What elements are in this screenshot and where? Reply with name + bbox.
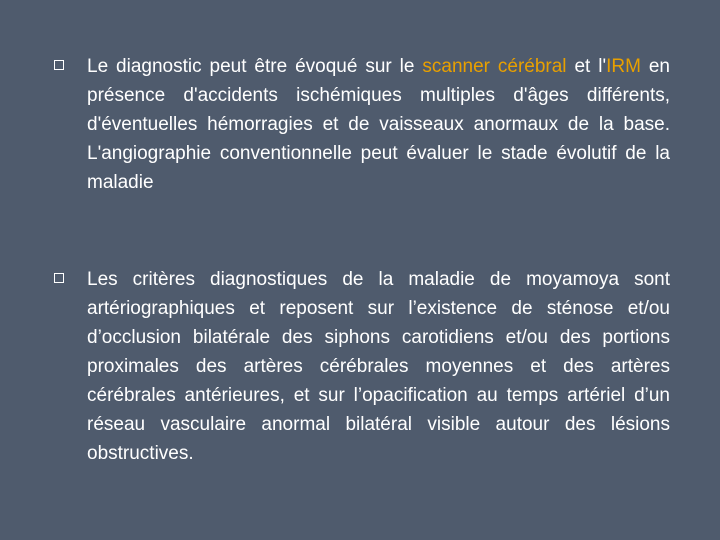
text-segment: en présence d'accidents ischémiques multiples d'âges différents, d'éventuelles hémorragies et de vaisseaux anormaux de la base. L'angiographie conventionnelle peut évaluer le stade évolutif de la maladie [87,56,670,193]
text-segment: Le diagnostic peut être évoqué sur le [87,56,423,77]
text-segment: Les critères diagnostiques de la maladie de moyamoya sont artériographiques et reposent sur l’existence de sténose et/ou d’occlusion bilatérale des siphons carotidiens et/ou des portions proximales des artères cérébrales moyennes et des artères cérébrales antérieures, et sur l’opacification au temps artériel d’un réseau vasculaire anormal bilatéral visible autour des lésions obstructives. [87,269,670,464]
highlighted-term: IRM [606,56,641,77]
highlighted-term: scanner cérébral [422,56,567,77]
text-segment: et l' [566,56,607,77]
square-bullet-icon [54,60,64,70]
bullet-paragraph-1 [87,52,670,197]
bullet-paragraph-2 [87,265,670,468]
square-bullet-icon [54,273,64,283]
